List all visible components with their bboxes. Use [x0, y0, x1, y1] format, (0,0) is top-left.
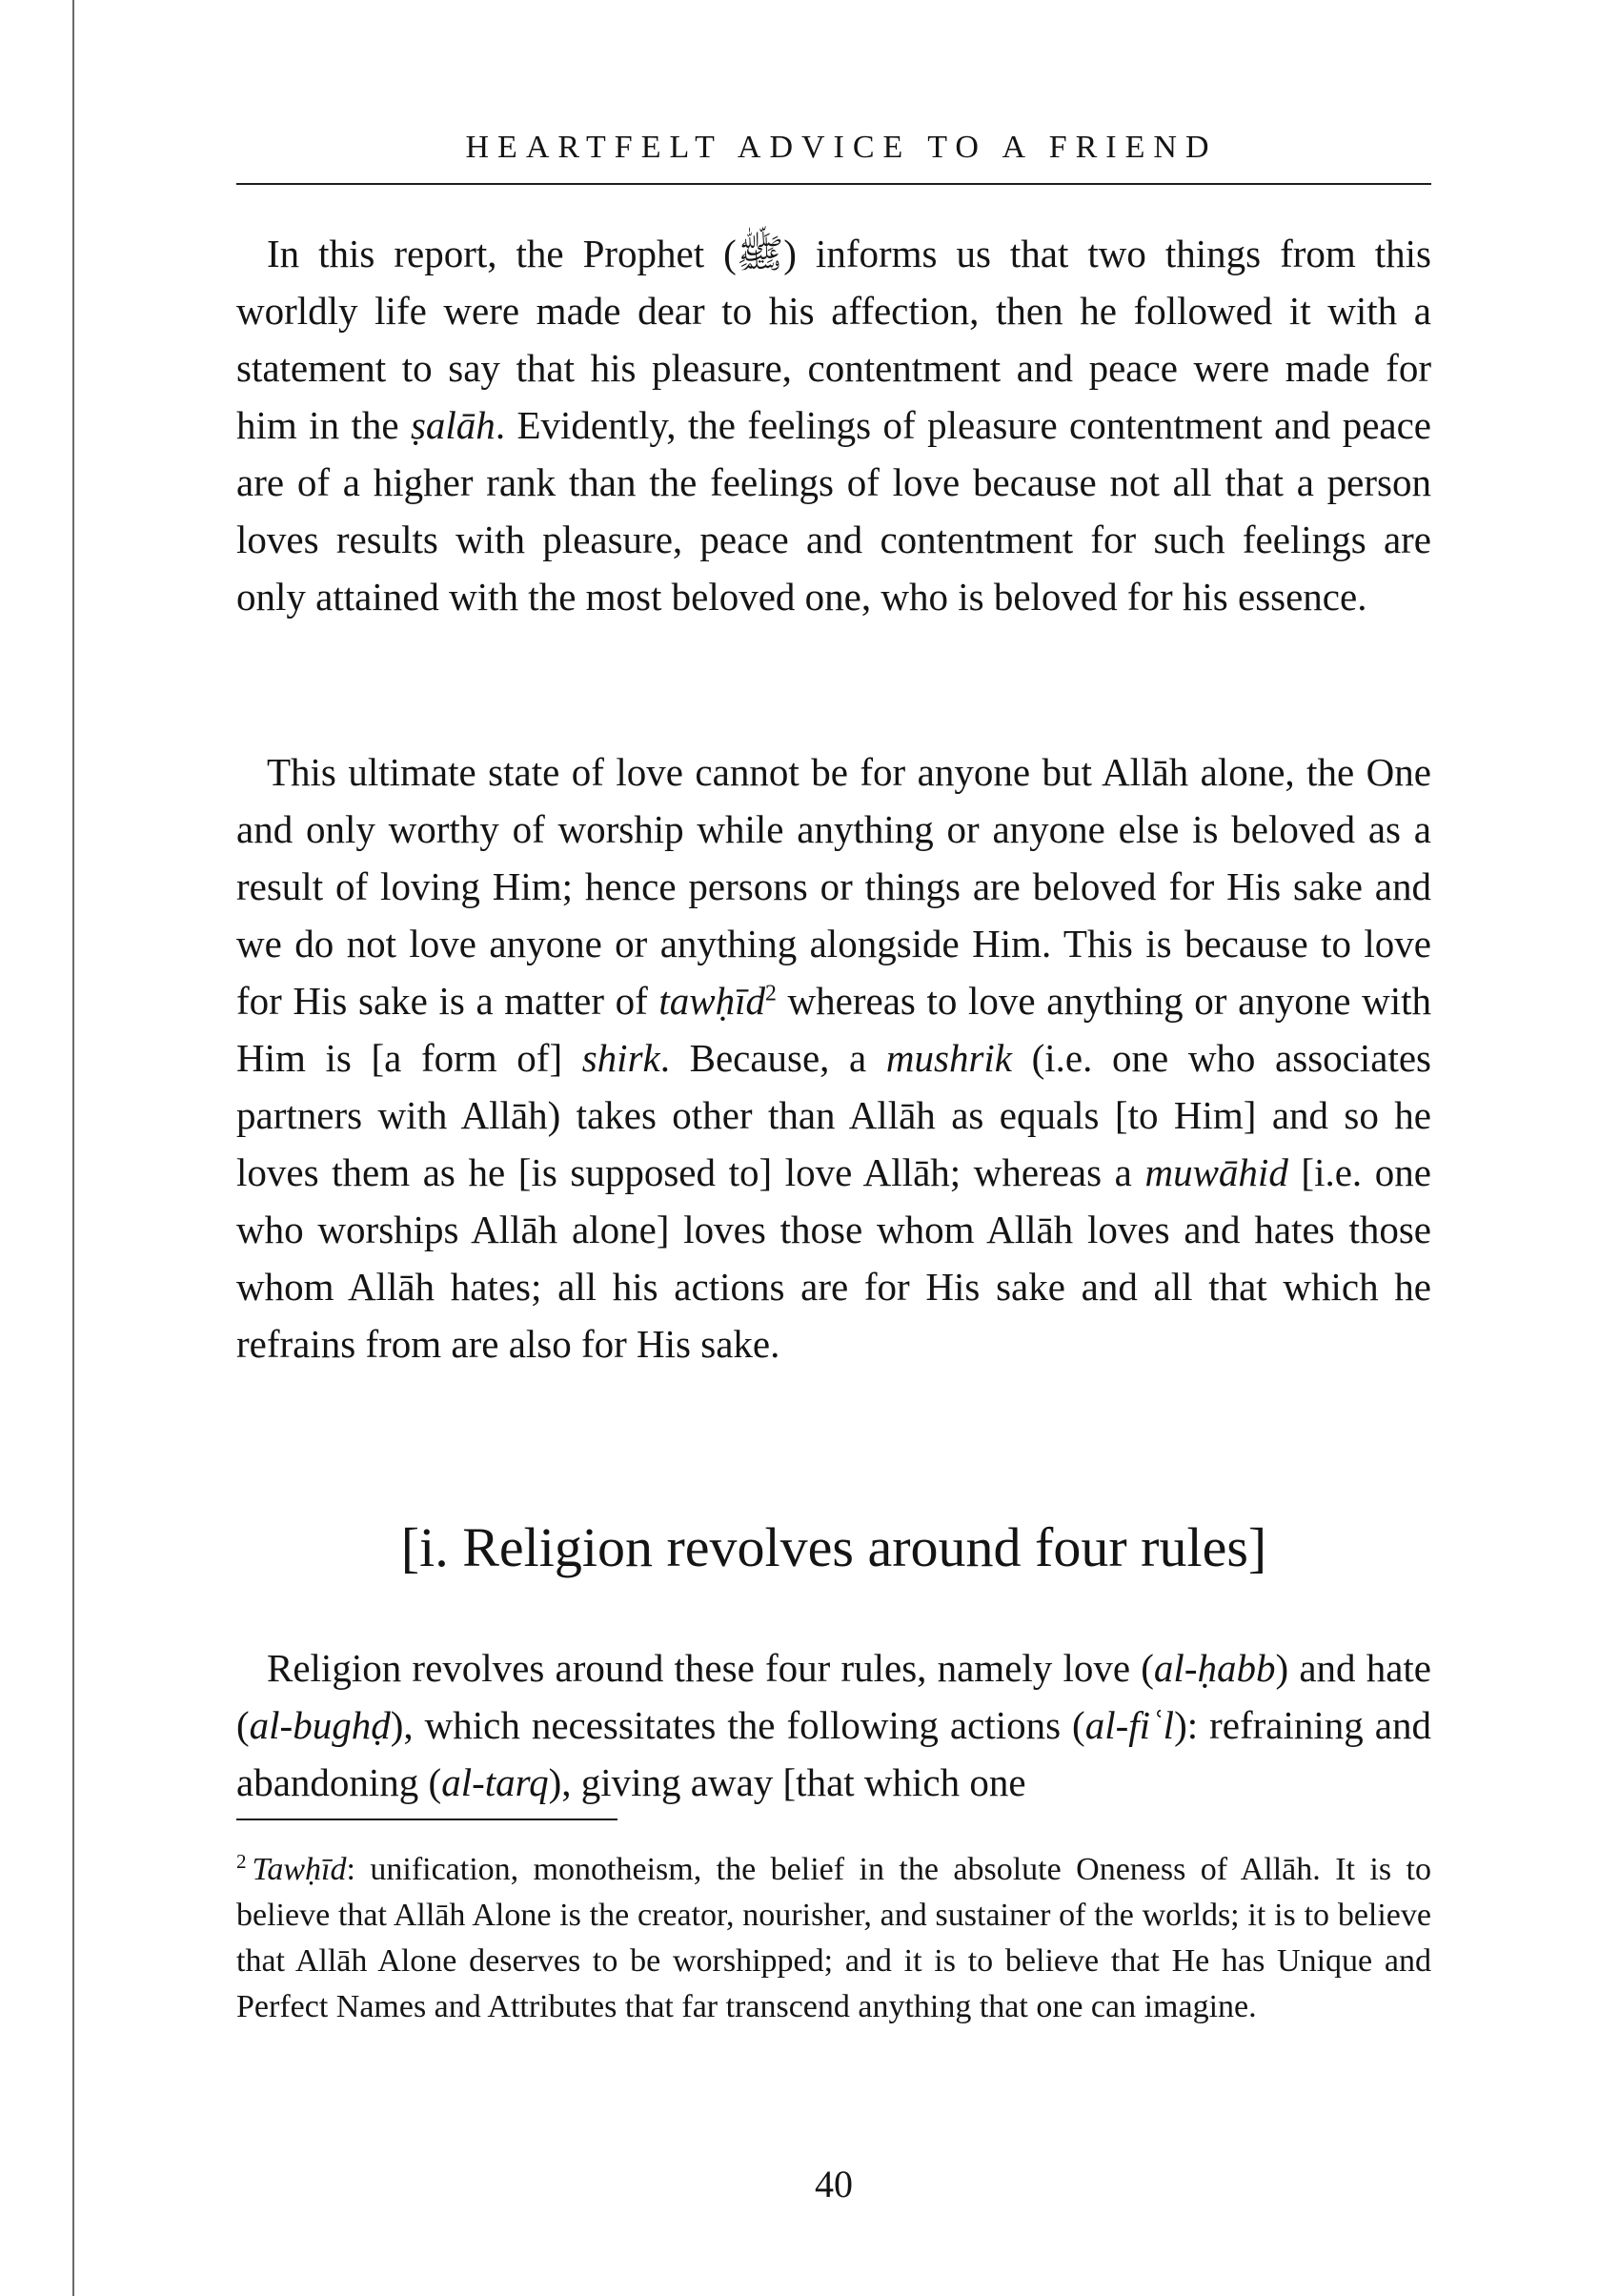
footnote-rule [236, 1819, 617, 1820]
p3-text-e: ), giving away [that which one [548, 1760, 1026, 1804]
p3-text-b: ) and hate ( [236, 1646, 1431, 1747]
p3-text-c: ), which necessitates the following actions ( [390, 1703, 1085, 1747]
section-heading: [i. Religion revolves around four rules] [400, 1516, 1267, 1578]
p2-text-b: whereas to love anything or anyone with Him is [a form of] [236, 979, 1431, 1080]
term-al-fil: al-fiʿl [1084, 1703, 1175, 1747]
term-tawhid: tawḥīd [658, 979, 766, 1023]
p1-text-c: . Evidently, the feelings of pleasure contentment and peace are of a higher rank than the feelings of love because not all that a person loves results with pleasure, peace and contentment for such feelings are only attained with the most beloved one, who is beloved for his essence. [236, 403, 1431, 619]
footnote-reference[interactable]: 2 [765, 981, 777, 1006]
term-al-habb: al-ḥabb [1153, 1646, 1276, 1690]
p2-text-c: . Because, a [659, 1036, 886, 1080]
p2-text-a: This ultimate state of love cannot be for anyone but Allāh alone, the One and only worthy of worship while anything or anyone else is beloved as a result of loving Him; hence persons or things are beloved for His sake and we do not love anyone or anything alongside Him. This is because to love for His sake is a matter of [236, 750, 1431, 1023]
p2-text-e: [i.e. one who worships Allāh alone] loves those whom Allāh loves and hates those whom Allāh hates; all his actions are for His sake and all that which he refrains from are also for His sake. [236, 1150, 1431, 1366]
p1-text-b: ) informs us that two things from this worldly life were made dear to his affection, then he followed it with a statement to say that his pleasure, contentment and peace were made for him in the [236, 232, 1432, 447]
header-rule [236, 183, 1431, 185]
paragraph-3 [236, 1639, 1431, 1811]
p1-text-a: In this report, the Prophet ( [267, 232, 737, 275]
paragraph-1 [236, 225, 1431, 625]
p3-text-a: Religion revolves around these four rules, namely love ( [267, 1646, 1154, 1690]
binding-edge-line [72, 0, 74, 2296]
p3-text-d: ): refraining and abandoning ( [236, 1703, 1431, 1804]
term-shirk: shirk [581, 1036, 660, 1080]
paragraph-2 [236, 743, 1431, 1372]
term-salah: ṣalāh [410, 403, 496, 447]
term-al-tarq: al-tarq [441, 1760, 549, 1804]
footnote-text: : unification, monotheism, the belief in the absolute Oneness of Allāh. It is to believe that Allāh Alone is the creator, nourisher, and sustainer of the worlds; it is to believe that Allāh Alone deserves to be worshipped; and it is to believe that He has Unique and Perfect Names and Attributes that far transcend anything that one can imagine. [236, 1852, 1431, 2024]
page-number: 40 [815, 2163, 853, 2205]
term-muwahid: muwāhid [1144, 1150, 1288, 1194]
footnote-term: Tawḥīd [252, 1852, 347, 1887]
running-head: HEARTFELT ADVICE TO A FRIEND [465, 130, 1218, 165]
term-mushrik: mushrik [885, 1036, 1012, 1080]
footnote-marker: 2 [236, 1849, 247, 1873]
p2-text-d: (i.e. one who associates partners with Allāh) takes other than Allāh as equals [to Him] and so he loves them as he [is supposed to] love Allāh; whereas a [236, 1036, 1431, 1194]
footnote-2 [236, 1847, 1431, 2030]
honorific-glyph: ﷺ [736, 232, 784, 275]
term-al-bughd: al-bughḍ [249, 1703, 391, 1747]
